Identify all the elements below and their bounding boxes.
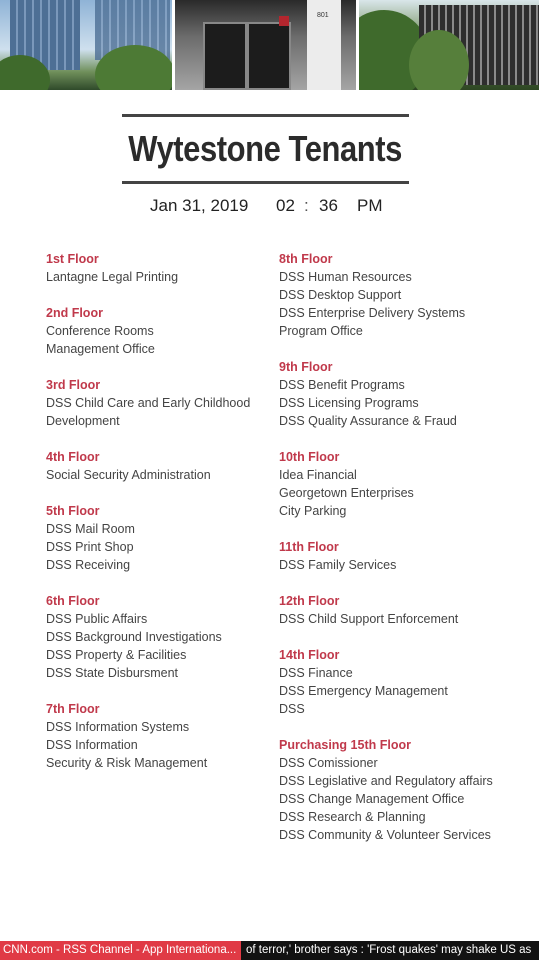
tenant-name: DSS bbox=[279, 702, 305, 716]
am-pm-indicator: PM bbox=[357, 196, 383, 215]
tenant-name: DSS Child Care and Early Childhood bbox=[46, 396, 251, 410]
tenant-name: DSS Finance bbox=[279, 666, 353, 680]
floor-group bbox=[279, 448, 529, 520]
floor-heading: 7th Floor bbox=[46, 702, 100, 716]
tenant-name: DSS Enterprise Delivery Systems bbox=[279, 306, 466, 320]
tenant-name: DSS Human Resources bbox=[279, 270, 412, 284]
tenant-name: DSS Licensing Programs bbox=[279, 396, 419, 410]
tenant-name: DSS Child Support Enforcement bbox=[279, 612, 459, 626]
tenant-name: DSS Comissioner bbox=[279, 756, 378, 770]
tenant-name: Security & Risk Management bbox=[46, 756, 208, 770]
tenant-name: DSS Property & Facilities bbox=[46, 648, 187, 662]
header-photos bbox=[0, 0, 539, 90]
floor-heading: 14th Floor bbox=[279, 648, 340, 662]
tenant-name: DSS Legislative and Regulatory affairs bbox=[279, 774, 493, 788]
floor-heading: 10th Floor bbox=[279, 450, 340, 464]
building-number: 801 bbox=[317, 12, 329, 19]
tenant-name: DSS Community & Volunteer Services bbox=[279, 828, 491, 842]
page-title-box bbox=[122, 114, 409, 184]
floor-heading: 8th Floor bbox=[279, 252, 333, 266]
floor-heading: 12th Floor bbox=[279, 594, 340, 608]
tenant-name: DSS Change Management Office bbox=[279, 792, 465, 806]
directory-right-column bbox=[279, 250, 529, 862]
tenant-name: DSS Background Investigations bbox=[46, 630, 222, 644]
floor-heading: 1st Floor bbox=[46, 252, 99, 266]
floor-group bbox=[279, 250, 529, 340]
current-date: Jan 31, 2019 bbox=[150, 196, 249, 215]
building-exterior-photo bbox=[0, 0, 172, 90]
floor-heading: 9th Floor bbox=[279, 360, 333, 374]
tenant-name: Management Office bbox=[46, 342, 155, 356]
floor-heading: Purchasing 15th Floor bbox=[279, 738, 411, 752]
tenant-name: DSS State Disbursment bbox=[46, 666, 178, 680]
tenant-name: DSS Benefit Programs bbox=[279, 378, 405, 392]
floor-group bbox=[46, 592, 271, 682]
current-hour: 02 bbox=[276, 196, 295, 215]
floor-group bbox=[46, 304, 271, 358]
floor-heading: 2nd Floor bbox=[46, 306, 103, 320]
tenant-name: DSS Information bbox=[46, 738, 138, 752]
tenant-name: DSS Public Affairs bbox=[46, 612, 148, 626]
floor-group bbox=[46, 502, 271, 574]
tenant-name: DSS Print Shop bbox=[46, 540, 134, 554]
tenant-name: Social Security Administration bbox=[46, 468, 211, 482]
tenant-name: DSS Receiving bbox=[46, 558, 131, 572]
tenant-name: DSS Quality Assurance & Fraud bbox=[279, 414, 457, 428]
floor-group bbox=[46, 250, 271, 286]
time-separator: : bbox=[304, 196, 309, 215]
tenant-name: Development bbox=[46, 414, 120, 428]
tenant-name: Georgetown Enterprises bbox=[279, 486, 414, 500]
tenant-name: DSS Research & Planning bbox=[279, 810, 426, 824]
tenant-name: DSS Desktop Support bbox=[279, 288, 402, 302]
floor-group bbox=[279, 358, 529, 430]
directory-left-column bbox=[46, 250, 271, 790]
floor-heading: 4th Floor bbox=[46, 450, 100, 464]
tenant-name: DSS Family Services bbox=[279, 558, 397, 572]
floor-heading: 11th Floor bbox=[279, 540, 339, 554]
tenant-name: Idea Financial bbox=[279, 468, 357, 482]
floor-group bbox=[279, 646, 529, 718]
current-minute: 36 bbox=[319, 196, 338, 215]
tenant-name: Program Office bbox=[279, 324, 363, 338]
page-title: Wytestone Tenants bbox=[128, 128, 403, 169]
tenant-name: Conference Rooms bbox=[46, 324, 154, 338]
floor-group bbox=[279, 736, 529, 844]
tenant-name: City Parking bbox=[279, 504, 347, 518]
tenant-name: DSS Emergency Management bbox=[279, 684, 448, 698]
floor-heading: 3rd Floor bbox=[46, 378, 101, 392]
ticker-source-label: CNN.com - RSS Channel - App Internationa... bbox=[0, 941, 241, 960]
floor-heading: 6th Floor bbox=[46, 594, 100, 608]
tenant-name: DSS Mail Room bbox=[46, 522, 135, 536]
floor-group bbox=[279, 592, 529, 628]
floor-group bbox=[46, 376, 271, 430]
building-entrance-photo bbox=[175, 0, 356, 90]
floor-group bbox=[46, 448, 271, 484]
floor-group bbox=[46, 700, 271, 772]
ticker-headlines: of terror,' brother says : 'Frost quakes' may shake US as bbox=[246, 944, 532, 956]
building-trees-photo bbox=[359, 0, 539, 90]
news-ticker bbox=[0, 941, 539, 960]
tenant-name: DSS Information Systems bbox=[46, 720, 190, 734]
tenant-name: Lantagne Legal Printing bbox=[46, 270, 179, 284]
floor-group bbox=[279, 538, 529, 574]
floor-heading: 5th Floor bbox=[46, 504, 100, 518]
